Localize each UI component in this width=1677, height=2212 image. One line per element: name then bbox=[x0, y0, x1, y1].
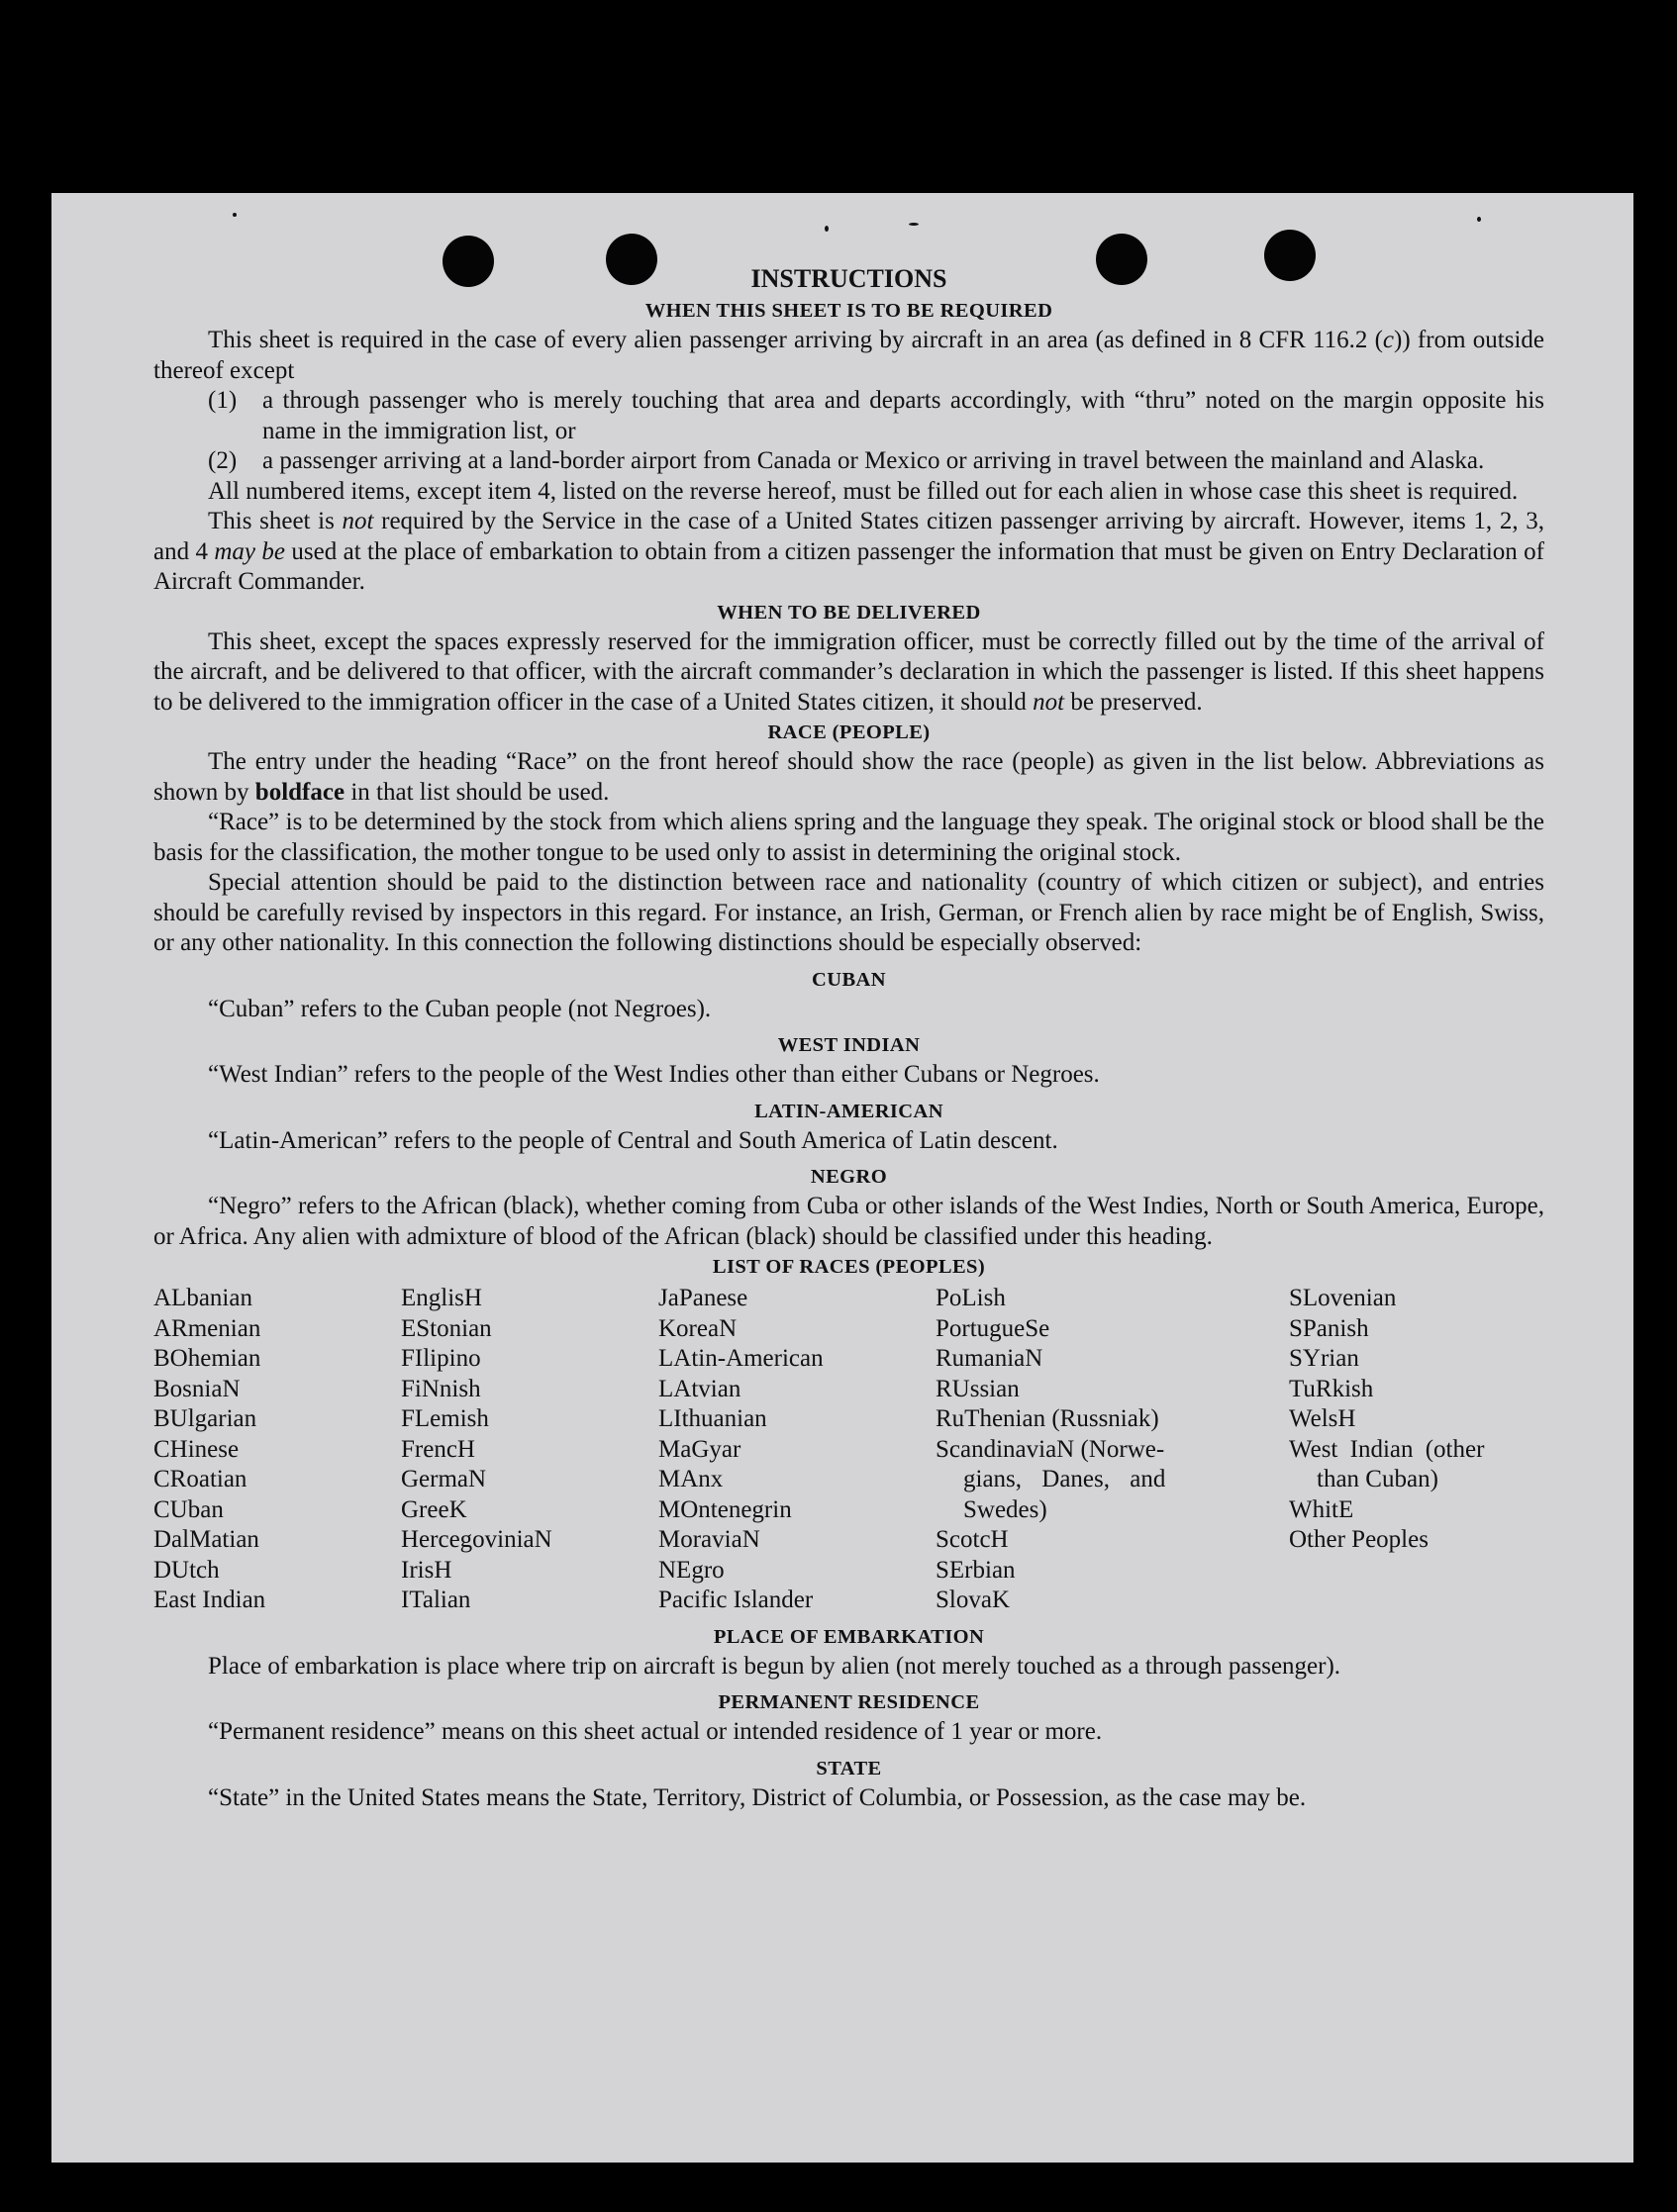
race-item-scandinavian-cont: Swedes) bbox=[963, 1495, 1047, 1523]
state-text: “State” in the United States means the State, Territory, District of Columbia, or Possession, as the case may be. bbox=[208, 1783, 1307, 1811]
race-item: FLemish bbox=[401, 1405, 489, 1432]
race-item: SLovenian bbox=[1289, 1285, 1397, 1311]
race-item: HercegoviniaN bbox=[401, 1526, 552, 1553]
race-item: East Indian bbox=[153, 1587, 266, 1613]
exception-item-1: (1) a through passenger who is merely touching that area and departs accordingly, with “thru” noted on the margin opposite his name in the immigration list, or bbox=[208, 387, 1544, 444]
races-column-5 bbox=[1289, 1284, 1541, 1616]
races-column-2 bbox=[401, 1284, 658, 1616]
speck bbox=[825, 226, 829, 232]
negro-text: “Negro” refers to the African (black), whether coming from Cuba or other islands of the West Indies, North or South America, Europe, or Africa. Any alien with admixture of blood of the African (black) should be classified under this heading. bbox=[153, 1193, 1544, 1250]
race-item: TuRkish bbox=[1289, 1375, 1374, 1402]
race-item: GreeK bbox=[401, 1495, 467, 1523]
required-intro: This sheet is required in the case of every alien passenger arriving by aircraft in an area (as defined in 8 CFR 116.2 (c)) from outside thereof except bbox=[153, 327, 1544, 384]
race-item: MOntenegrin bbox=[658, 1495, 792, 1523]
heading-state: STATE bbox=[816, 1757, 882, 1779]
race-item: DalMatian bbox=[153, 1526, 259, 1553]
race-item: DUtch bbox=[153, 1556, 220, 1584]
race-item: RUssian bbox=[936, 1375, 1020, 1402]
race-para-1: The entry under the heading “Race” on the front hereof should show the race (people) as given in the list below. Abbreviations as shown by boldface in that list should be used. bbox=[153, 748, 1544, 806]
race-item: BOhemian bbox=[153, 1345, 261, 1372]
race-item: BUlgarian bbox=[153, 1405, 257, 1432]
race-item-scandinavian: ScandinaviaN (Norwe- bbox=[936, 1435, 1165, 1463]
race-item: SPanish bbox=[1289, 1314, 1369, 1342]
race-item: Pacific Islander bbox=[658, 1587, 814, 1613]
race-para-2: “Race” is to be determined by the stock from which aliens spring and the language they speak. The original stock or blood shall be the basis for the classification, the mother tongue to be used only to assist in determining the original stock. bbox=[153, 809, 1544, 866]
race-item: RuThenian (Russniak) bbox=[936, 1405, 1159, 1432]
instructions-content bbox=[153, 262, 1544, 1813]
heading-place-of-embarkation: PLACE OF EMBARKATION bbox=[713, 1625, 985, 1648]
race-item: LIthuanian bbox=[658, 1405, 767, 1432]
heading-race: RACE (PEOPLE) bbox=[767, 721, 931, 743]
heading-negro: NEGRO bbox=[810, 1166, 888, 1188]
heading-list-of-races: LIST OF RACES (PEOPLES) bbox=[712, 1256, 986, 1278]
speck bbox=[233, 213, 237, 217]
race-item: ScotcH bbox=[936, 1526, 1009, 1553]
race-item: CRoatian bbox=[153, 1466, 247, 1492]
race-para-3: Special attention should be paid to the distinction between race and nationality (country of which citizen or subject), and entries should be carefully revised by inspectors in this regard. For instance, an Irish, German, or French alien by race might be of English, Swiss, or any other nationality. In this connection the following distinctions should be especially observed: bbox=[153, 869, 1544, 956]
race-item: EStonian bbox=[401, 1314, 492, 1342]
race-item: ARmenian bbox=[153, 1314, 261, 1342]
races-column-3 bbox=[658, 1284, 936, 1616]
race-item: RumaniaN bbox=[936, 1345, 1043, 1372]
page-title: INSTRUCTIONS bbox=[750, 264, 947, 293]
race-item: NEgro bbox=[658, 1556, 725, 1584]
race-item-west-indian-cont: than Cuban) bbox=[1317, 1466, 1438, 1492]
heading-permanent-residence: PERMANENT RESIDENCE bbox=[718, 1691, 980, 1713]
required-para-citizen: This sheet is not required by the Service in the case of a United States citizen passenger arriving by aircraft. However, items 1, 2, 3, and 4 may be used at the place of embarkation to obtain from a citizen passenger the information that must be given on Entry Declaration of Aircraft Commander. bbox=[153, 508, 1545, 595]
race-item: JaPanese bbox=[658, 1285, 748, 1311]
race-item: Other Peoples bbox=[1289, 1526, 1429, 1553]
document-sheet bbox=[51, 193, 1633, 2163]
race-item: FiNnish bbox=[401, 1375, 481, 1402]
heading-cuban: CUBAN bbox=[812, 968, 886, 991]
race-item: LAtin-American bbox=[658, 1345, 824, 1372]
races-list bbox=[153, 1284, 1544, 1616]
delivered-text: This sheet, except the spaces expressly reserved for the immigration officer, must be correctly filled out by the time of the arrival of the aircraft, and be delivered to that officer, with the aircraft commander’s declaration in which the passenger is listed. If this sheet happens to be delivered to the immigration officer in the case of a United States citizen, it should not be preserved. bbox=[153, 627, 1544, 716]
race-item: PortugueSe bbox=[936, 1314, 1050, 1342]
race-item: MaGyar bbox=[658, 1435, 741, 1463]
races-column-1 bbox=[153, 1284, 401, 1616]
race-item: PoLish bbox=[936, 1285, 1006, 1311]
speck bbox=[1477, 217, 1481, 222]
exception-item-2: (2) a passenger arriving at a land-border airport from Canada or Mexico or arriving in travel between the mainland and Alaska. bbox=[208, 447, 1485, 474]
race-item: SErbian bbox=[936, 1556, 1016, 1584]
race-item: IrisH bbox=[401, 1556, 452, 1584]
race-item: SlovaK bbox=[936, 1587, 1010, 1613]
cuban-text: “Cuban” refers to the Cuban people (not Negroes). bbox=[208, 995, 712, 1022]
speck bbox=[909, 223, 919, 226]
latin-american-text: “Latin-American” refers to the people of Central and South America of Latin descent. bbox=[208, 1126, 1058, 1154]
race-item-scandinavian-cont: gians, Danes, and bbox=[963, 1466, 1166, 1492]
race-item: CHinese bbox=[153, 1435, 240, 1463]
required-para-numbered-items: All numbered items, except item 4, listed on the reverse hereof, must be filled out for each alien in whose case this sheet is required. bbox=[208, 477, 1519, 505]
race-item: MAnx bbox=[658, 1466, 724, 1492]
races-column-4 bbox=[936, 1284, 1223, 1616]
race-item: BosniaN bbox=[153, 1375, 241, 1402]
race-item: KoreaN bbox=[658, 1314, 738, 1342]
race-item: SYrian bbox=[1289, 1345, 1359, 1372]
race-item: LAtvian bbox=[658, 1375, 741, 1402]
race-item: MoraviaN bbox=[658, 1526, 760, 1553]
residence-text: “Permanent residence” means on this sheet actual or intended residence of 1 year or more. bbox=[208, 1718, 1103, 1745]
heading-latin-american: LATIN-AMERICAN bbox=[754, 1100, 943, 1122]
race-item: CUban bbox=[153, 1495, 224, 1523]
heading-when-delivered: WHEN TO BE DELIVERED bbox=[717, 601, 981, 624]
race-item: WhitE bbox=[1289, 1495, 1354, 1523]
race-item: ITalian bbox=[401, 1587, 471, 1613]
west-indian-text: “West Indian” refers to the people of the West Indies other than either Cubans or Negroes. bbox=[208, 1061, 1100, 1088]
race-item: EnglisH bbox=[401, 1285, 482, 1311]
heading-when-required: WHEN THIS SHEET IS TO BE REQUIRED bbox=[644, 300, 1053, 322]
embarkation-text: Place of embarkation is place where trip on aircraft is begun by alien (not merely touched as a through passenger). bbox=[208, 1652, 1341, 1680]
race-item: FIlipino bbox=[401, 1345, 481, 1372]
race-item: GermaN bbox=[401, 1466, 487, 1492]
race-item-west-indian: West Indian (other bbox=[1289, 1435, 1485, 1463]
race-item: ALbanian bbox=[153, 1285, 252, 1311]
heading-west-indian: WEST INDIAN bbox=[777, 1034, 921, 1056]
race-item: WelsH bbox=[1289, 1405, 1356, 1432]
race-item: FrencH bbox=[401, 1435, 475, 1463]
